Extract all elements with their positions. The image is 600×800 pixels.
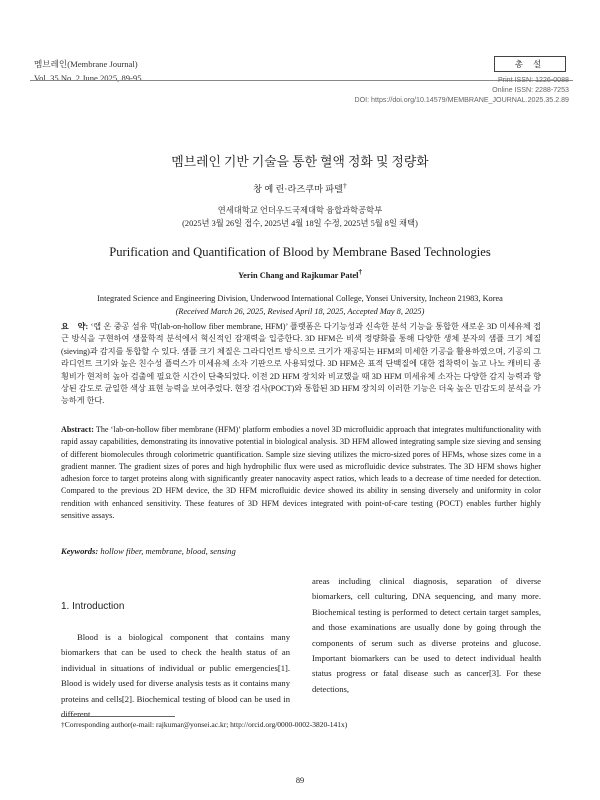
affiliation-english: Integrated Science and Engineering Division, Underwood International College, Yonsei University, Incheon 21983, Korea: [97, 294, 503, 303]
keywords-label: Keywords:: [61, 546, 99, 556]
keywords-text: hollow fiber, membrane, blood, sensing: [98, 546, 236, 556]
footnote-rule: [61, 716, 175, 717]
intro-left-paragraph: Blood is a biological component that contains many biomarkers that can be used to check the health status of an individual in situations of individual or public emergencies[1]. Blood is widely used for diverse analysis tests as it contains many proteins and cells[2]. Biochemical testing of blood can be used in different: [61, 632, 290, 720]
journal-name: 멤브레인(Membrane Journal): [34, 59, 138, 69]
dates-korean: (2025년 3월 26일 접수, 2025년 4월 18일 수정, 2025년 5월 8일 채택): [182, 219, 418, 228]
abstract-english: [61, 424, 541, 522]
abstract-korean: [61, 321, 541, 408]
authors-english-names: Yerin Chang and Rajkumar Patel: [238, 270, 359, 280]
doi-link[interactable]: DOI: https://doi.org/10.14579/MEMBRANE_JOURNAL.2025.35.2.89: [354, 96, 569, 104]
affiliation-korean: 연세대학교 언더우드국제대학 융합과학공학부: [217, 206, 383, 215]
corresponding-mark-en: †: [358, 268, 362, 276]
article-type-badge: 총 설: [494, 56, 566, 72]
abstract-english-text: The ‘lab-on-hollow fiber membrane (HFM)’ platform embodies a novel 3D microfluidic approach that integrates multifunctionality with rapid assay capabilities, demonstrating its innovative potential in biological analysis. 3D HFM allowed integrating sample size sieving and sensing of different biomolecules through colorimetric quantification. Sample size sieving utilizes the micro-sized pores of HFMs, whose sizes come in a gradient manner. The gradient sizes of pores and high hydrophilic flux were used as microfluidic device substrates. The 3D HFM shows higher adhesion force to target proteins along with significantly greater nanocavity aspect ratios, which leads to a decrease of time needed for detection. Compared to the previous 2D HFM device, the 3D HFM microfluidic device showed its ability in sensing diversely and uniformity in color rendition with enhanced sensitivity. These features of 3D HFM devices integrated with point-of-care testing (POCT) enables further highly sensitive assays.: [61, 425, 541, 521]
authors-english: [0, 268, 600, 280]
abstract-korean-label: 요 약:: [61, 322, 89, 331]
keywords: [61, 546, 541, 556]
header-rule: [30, 80, 573, 81]
intro-right-column: [312, 574, 541, 697]
corresponding-mark: †: [343, 181, 347, 190]
online-issn: Online ISSN: 2288-7253: [492, 86, 569, 94]
volume-line: Vol. 35 No. 2 June 2025, 89-95: [34, 73, 142, 83]
intro-right-paragraph: areas including clinical diagnosis, separation of diverse biomarkers, cell culturing, DNA sequencing, and many more. Biochemical testing is performed to detect certain target samples, and those examinations are usually done by going through the components of serum such as diverse proteins and glucose. Important biomarkers can be used to detect individual health status progress or fatal disease such as cancer[3]. For these detections,: [312, 576, 541, 694]
abstract-korean-text: ‘랩 온 중공 섬유 막(lab-on-hollow fiber membrane, HFM)’ 플랫폼은 다기능성과 신속한 분석 기능을 통합한 새로운 3D 미세유체 접근 방식을 구현하여 생물학적 분석에서 혁신적인 잠재력을 입증한다. 3D HFM은 비색 정량화를 통해 다양한 생체 분자의 샘플 크기 체질(sieving)과 감지를 통합할 수 있다. 샘플 크기 체질은 그라디언트 방식으로 크기가 재공되는 HFM의 미세한 기공을 활용하였으며, 기공의 그라디언트 크기와 높은 친수성 플럭스가 미세유체 소자 기판으로 사용되었다. 3D HFM은 표적 단백질에 대한 접착력이 높고 나노 캐비티 종횡비가 현저히 높아 검출에 필요한 시간이 단축되었다. 이전 2D HFM 장치와 비교했을 때 3D HFM 미세유체 소자는 다양한 감지 능력과 향상된 감도로 균일한 색상 표현 능력을 보여주었다. 현장 검사(POCT)와 통합된 3D HFM 장치의 이러한 기능은 더욱 높은 민감도의 분석을 가능하게 한다.: [61, 322, 541, 406]
section-heading: 1. Introduction: [61, 601, 125, 612]
intro-left-column: [61, 630, 290, 722]
footnote: †Corresponding author(e-mail: rajkumar@yonsei.ac.kr; http://orcid.org/0000-0002-3820-141x): [61, 720, 348, 729]
abstract-english-label: Abstract:: [61, 425, 94, 434]
print-issn: Print ISSN: 1226-0088: [498, 76, 569, 84]
authors-korean-names: 창 예 린·라즈쿠마 파텔: [253, 184, 343, 195]
title-english: Purification and Quantification of Blood by Membrane Based Technologies: [109, 245, 491, 259]
title-korean: 멤브레인 기반 기술을 통한 혈액 정화 및 정량화: [171, 155, 429, 169]
page-number: 89: [295, 776, 305, 785]
authors-korean: [0, 181, 600, 195]
dates-english: (Received March 26, 2025, Revised April 18, 2025, Accepted May 8, 2025): [175, 307, 425, 316]
